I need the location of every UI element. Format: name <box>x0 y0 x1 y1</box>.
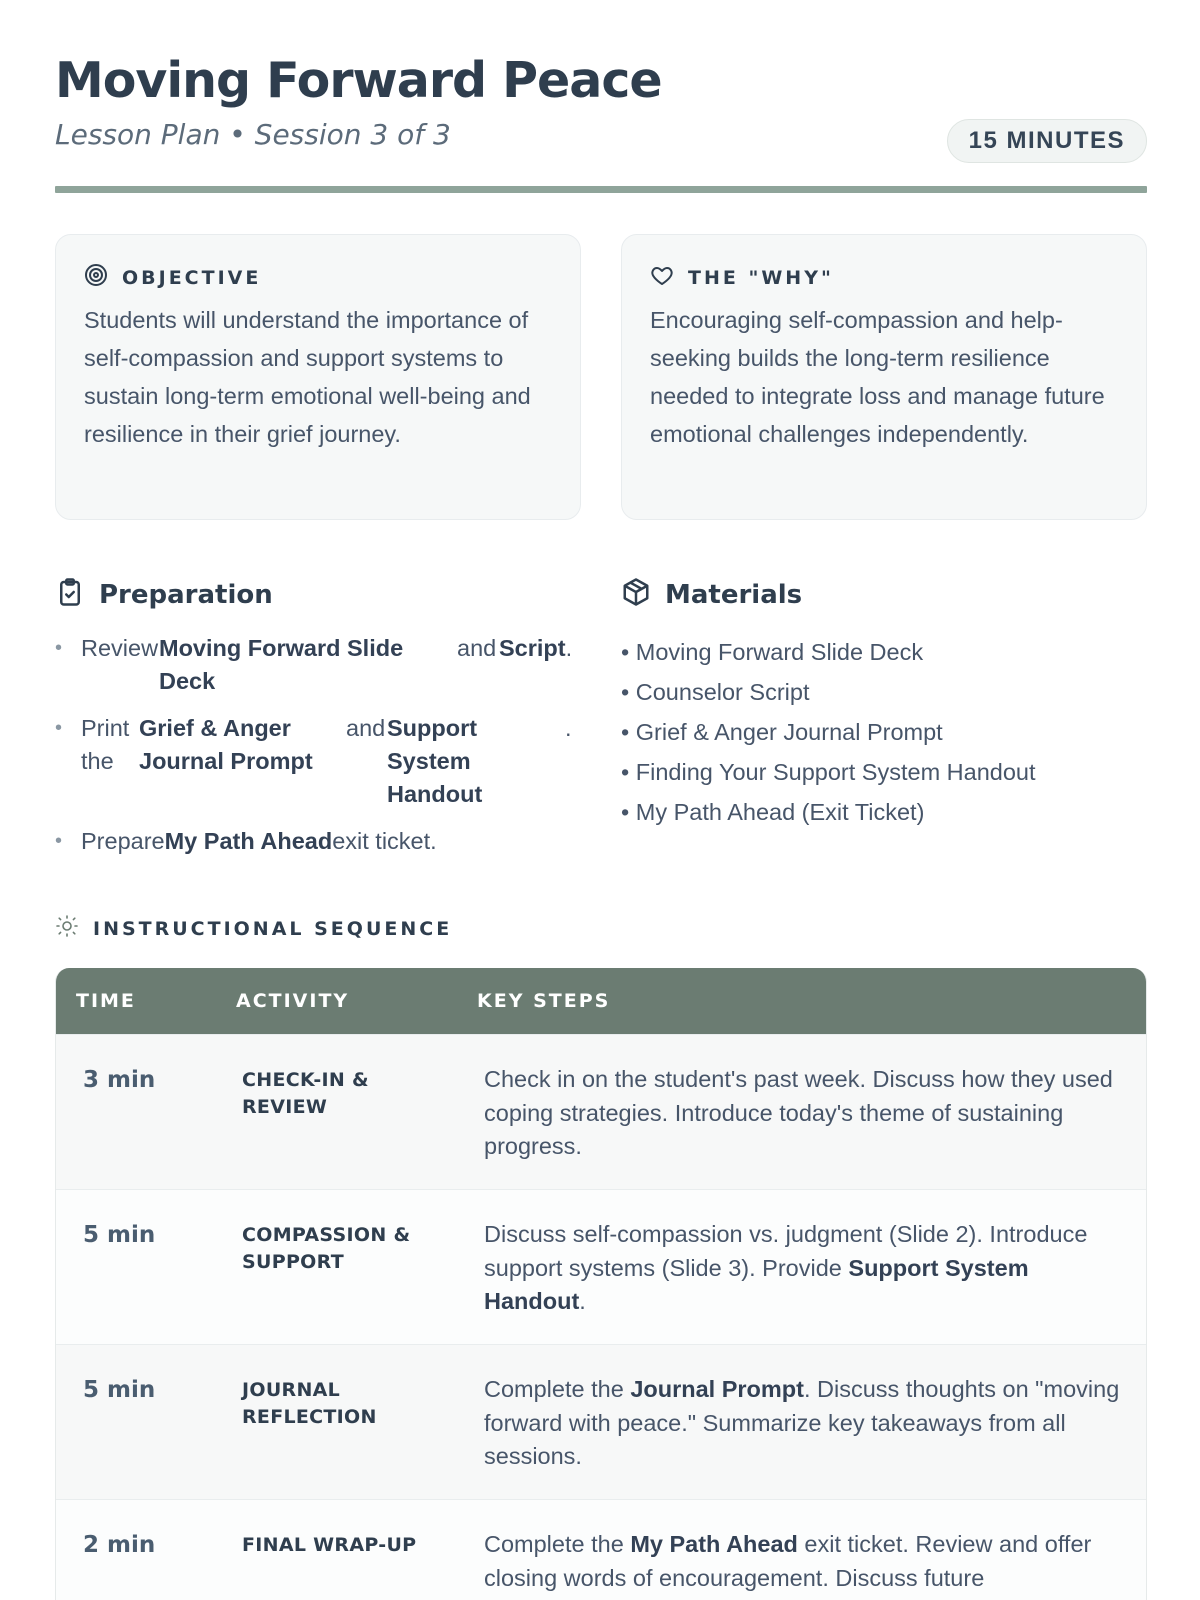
prep-highlight: My Path Ahead <box>164 828 333 854</box>
prep-text: and <box>346 715 386 741</box>
prep-highlight: Script <box>499 635 566 661</box>
target-icon <box>84 263 108 292</box>
header-divider <box>55 186 1147 193</box>
step-text: . Discuss thoughts on "moving forward with peace." Summarize key takeaways from all sessions. <box>484 1376 1120 1469</box>
box-icon <box>621 577 651 612</box>
row-activity: FINAL WRAP-UP <box>242 1534 417 1556</box>
page-title: Moving Forward Peace <box>55 52 662 109</box>
row-activity: JOURNAL REFLECTION <box>242 1379 377 1428</box>
sequence-label: INSTRUCTIONAL SEQUENCE <box>93 917 453 940</box>
row-activity: COMPASSION & SUPPORT <box>242 1224 411 1273</box>
prep-highlight: Grief & Anger Journal Prompt <box>139 715 313 774</box>
table-row <box>56 1034 1146 1189</box>
list-item: • Moving Forward Slide Deck <box>621 632 1147 672</box>
step-highlight: Journal Prompt <box>630 1376 804 1402</box>
why-label: THE "WHY" <box>688 266 834 289</box>
prep-highlight: Moving Forward Slide Deck <box>159 635 404 694</box>
row-time: 2 min <box>83 1532 156 1558</box>
row-activity: CHECK-IN & REVIEW <box>242 1069 369 1118</box>
row-key-steps <box>484 1373 1124 1474</box>
list-item: • Finding Your Support System Handout <box>621 752 1147 792</box>
row-time: 3 min <box>83 1067 156 1093</box>
duration-badge: 15 MINUTES <box>947 119 1147 163</box>
list-item: • My Path Ahead (Exit Ticket) <box>621 792 1147 832</box>
row-time: 5 min <box>83 1377 156 1403</box>
column-header-key-steps: KEY STEPS <box>477 990 611 1012</box>
clipboard-check-icon <box>55 577 85 612</box>
step-text: exit ticket. Review and offer closing words of encouragement. Discuss future <box>484 1531 1092 1591</box>
prep-text: . <box>565 635 573 661</box>
objective-label: OBJECTIVE <box>122 266 262 289</box>
why-text: Encouraging self-compassion and help-seeking builds the long-term resilience needed to integrate loss and manage future emotional challenges independently. <box>650 307 1105 447</box>
page-subtitle: Lesson Plan • Session 3 of 3 <box>55 118 451 151</box>
table-header <box>56 968 1146 1034</box>
table-row <box>56 1344 1146 1499</box>
preparation-list <box>55 632 581 872</box>
materials-header <box>621 577 802 612</box>
heart-icon <box>650 263 674 292</box>
table-body <box>56 1034 1146 1600</box>
list-item: • Counselor Script <box>621 672 1147 712</box>
list-item: • Grief & Anger Journal Prompt <box>621 712 1147 752</box>
row-key-steps <box>484 1528 1124 1595</box>
prep-text: • Print the <box>81 715 130 774</box>
prep-text: • Review <box>81 635 159 661</box>
step-text: Complete the <box>484 1376 631 1402</box>
objective-card <box>55 234 581 520</box>
column-header-activity: ACTIVITY <box>236 990 350 1012</box>
sun-icon <box>55 914 79 943</box>
list-item <box>55 825 581 858</box>
step-highlight: My Path Ahead <box>630 1531 798 1557</box>
list-item <box>55 632 581 698</box>
materials-list <box>621 632 1147 832</box>
objective-text: Students will understand the importance of self-compassion and support systems to sustain long-term emotional well-being and resilience in their grief journey. <box>84 307 531 447</box>
sequence-table <box>55 968 1147 1600</box>
step-text: Complete the <box>484 1531 631 1557</box>
prep-text: • Prepare <box>81 828 165 854</box>
prep-text: and <box>457 635 497 661</box>
prep-highlight: Support System Handout <box>387 715 483 807</box>
table-row <box>56 1189 1146 1344</box>
sequence-header <box>55 914 452 943</box>
row-key-steps <box>484 1063 1124 1164</box>
step-text: Check in on the student's past week. Discuss how they used coping strategies. Introduce today's theme of sustaining progress. <box>484 1066 1113 1159</box>
prep-text: . <box>565 715 572 741</box>
step-highlight: Support System Handout <box>484 1254 1029 1314</box>
row-key-steps <box>484 1218 1124 1319</box>
preparation-header <box>55 577 273 612</box>
why-card <box>621 234 1147 520</box>
table-row <box>56 1499 1146 1600</box>
row-time: 5 min <box>83 1222 156 1248</box>
prep-text: exit ticket. <box>332 828 437 854</box>
preparation-title: Preparation <box>99 579 273 610</box>
materials-title: Materials <box>665 579 803 610</box>
step-text: . <box>579 1288 586 1314</box>
column-header-time: TIME <box>76 990 136 1012</box>
step-text: Discuss self-compassion vs. judgment (Slide 2). Introduce support systems (Slide 3). Provide <box>484 1221 1088 1281</box>
list-item <box>55 712 581 811</box>
